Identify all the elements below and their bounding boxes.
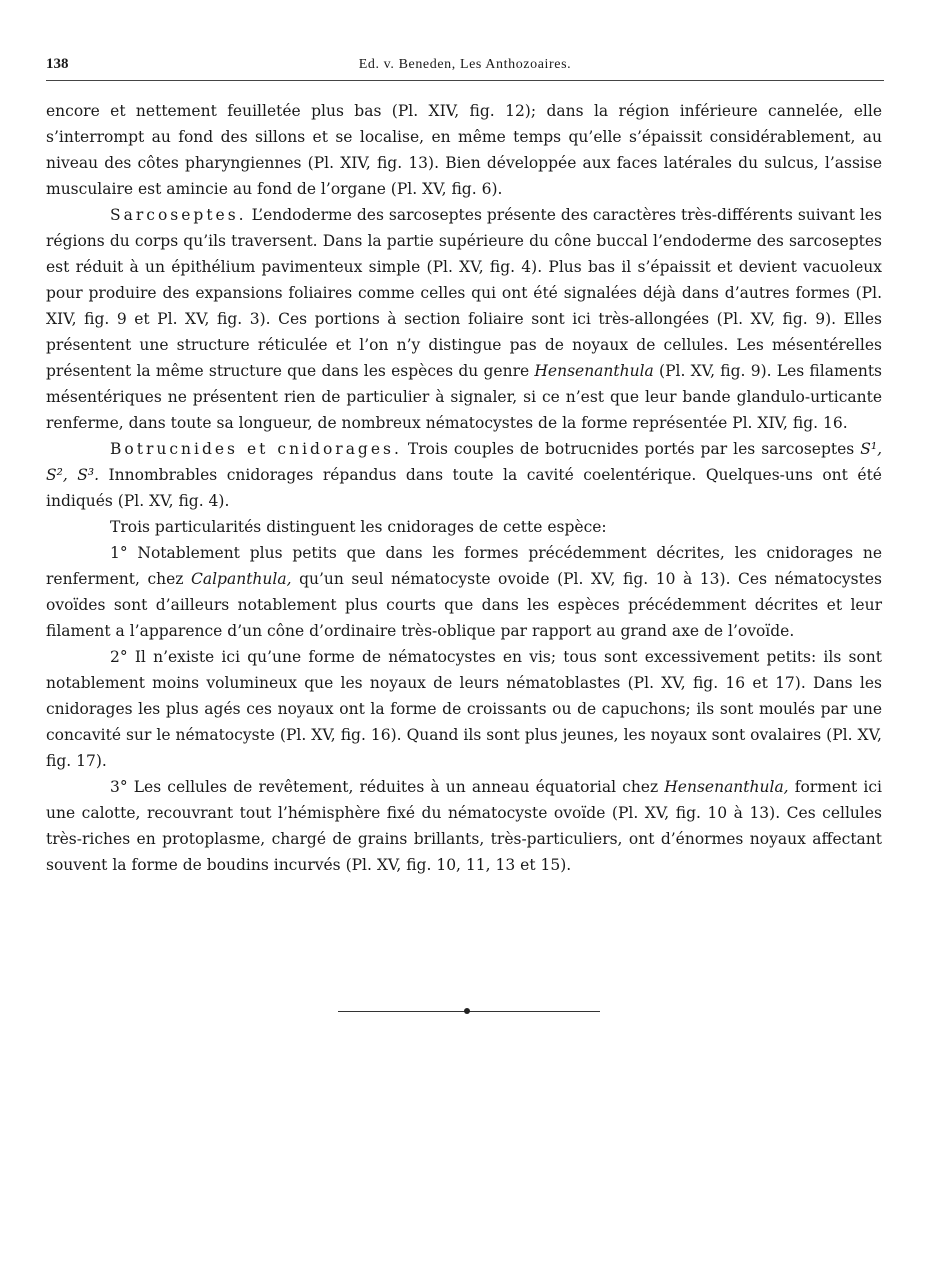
paragraph-point-2-text: 2° Il n’existe ici qu’une forme de nématocystes en vis; tous sont excessivement petits: ils sont notablement moins volumineux que les noyaux de leurs nématoblastes (Pl. XV, fig. 16 et 17). Dans les cnidorages les plus agés ces noyaux ont la forme de croissants ou de capuchons; ils sont moulés par une concavité sur le nématocyste (Pl. XV, fig. 16). Quand ils sont plus jeunes, les noyaux sont ovalaires (Pl. XV, fig. 17). — [46, 648, 882, 770]
page-number: 138 — [46, 56, 69, 72]
paragraph-particularites-text: Trois particularités distinguent les cnidorages de cette espèce: — [110, 518, 607, 536]
sarcoseptes-labels: S¹, S², S³. — [46, 440, 882, 484]
paragraph-sarcoseptes-text-b: (Pl. XV, fig. 9). Les filaments mésentériques ne présentent rien de particulier à signaler, si ce n’est que leur bande glandulo-urticante renferme, dans toute sa longueur, de nombreux nématocystes de la forme représentée Pl. XIV, fig. 16. — [46, 362, 883, 432]
paragraph-point-3 — [46, 774, 882, 878]
running-title: Ed. v. Beneden, Les Anthozoaires. — [358, 57, 572, 72]
paragraph-point-3-text-b: forment ici une calotte, recouvrant tout l’hémisphère fixé du nématocyste ovoïde (Pl. XV, fig. 10 à 13). Ces cellules très-riches en protoplasme, chargé de grains brillants, très-particuliers, ont d’énormes noyaux affectant souvent la forme de boudins incurvés (Pl. XV, fig. 10, 11, 13 et 15). — [46, 778, 883, 874]
paragraph-botrucnides-text-b: Innombrables cnidorages répandus dans toute la cavité coelentérique. Quelques-uns ont été indiqués (Pl. XV, fig. 4). — [46, 466, 882, 510]
paragraph-1-text: encore et nettement feuilletée plus bas (Pl. XIV, fig. 12); dans la région inférieure cannelée, elle s’interrompt au fond des sillons et se localise, en même temps qu’elle s’épaissit considérablement, au niveau des côtes pharyngiennes (Pl. XIV, fig. 13). Bien développée aux faces latérales du sulcus, l’assise musculaire est amincie au fond de l’organe (Pl. XV, fig. 6). — [46, 102, 882, 198]
paragraph-botrucnides-text-a: Trois couples de botrucnides portés par les sarcoseptes — [401, 440, 861, 458]
paragraph-sarcoseptes — [46, 202, 882, 436]
paragraph-point-1-text-b: qu’un seul nématocyste ovoide (Pl. XV, fig. 10 à 13). Ces nématocystes ovoïdes sont d’ailleurs notablement plus courts que dans les espèces précédemment décrites et leur filament a l’apparence d’un cône d’ordinaire très-oblique par rapport au grand axe de l’ovoïde. — [46, 570, 882, 640]
genus-name: Hensenanthula — [534, 362, 654, 380]
paragraph-sarcoseptes-text-a: L’endoderme des sarcoseptes présente des caractères très-différents suivant les régions du corps qu’ils traversent. Dans la partie supérieure du cône buccal l’endoderme des sarcoseptes est réduit à un épithélium pavimenteux simple (Pl. XV, fig. 4). Plus bas il s’épaissit et devient vacuoleux pour produire des expansions foliaires comme celles qui ont été signalées déjà dans d’autres formes (Pl. XIV, fig. 9 et Pl. XV, fig. 3). Ces portions à section foliaire sont ici très-allongées (Pl. XV, fig. 9). Elles présentent une structure réticulée et l’on n’y distingue pas de noyaux de cellules. Les mésentérelles présentent la même structure que dans les espèces du genre — [46, 206, 882, 380]
genus-name: Calpanthula, — [191, 570, 292, 588]
paragraph-point-3-text-a: 3° Les cellules de revêtement, réduites à un anneau équatorial chez — [110, 778, 665, 796]
section-heading-sarcoseptes: Sarcoseptes. — [110, 206, 247, 224]
paragraph-point-1-text-a: 1° Notablement plus petits que dans les formes précédemment décrites, les cnidorages ne renferment, chez — [46, 544, 882, 588]
end-divider-dot — [464, 1008, 470, 1014]
paragraph-1 — [46, 98, 882, 202]
page-header — [46, 56, 884, 81]
paragraph-point-2 — [46, 644, 882, 774]
body-text — [46, 98, 882, 878]
paragraph-particularites — [46, 514, 882, 540]
section-heading-botrucnides: Botrucnides et cnidorages. — [110, 440, 402, 458]
paragraph-botrucnides — [46, 436, 882, 514]
genus-name: Hensenanthula, — [664, 778, 789, 796]
paragraph-point-1 — [46, 540, 882, 644]
